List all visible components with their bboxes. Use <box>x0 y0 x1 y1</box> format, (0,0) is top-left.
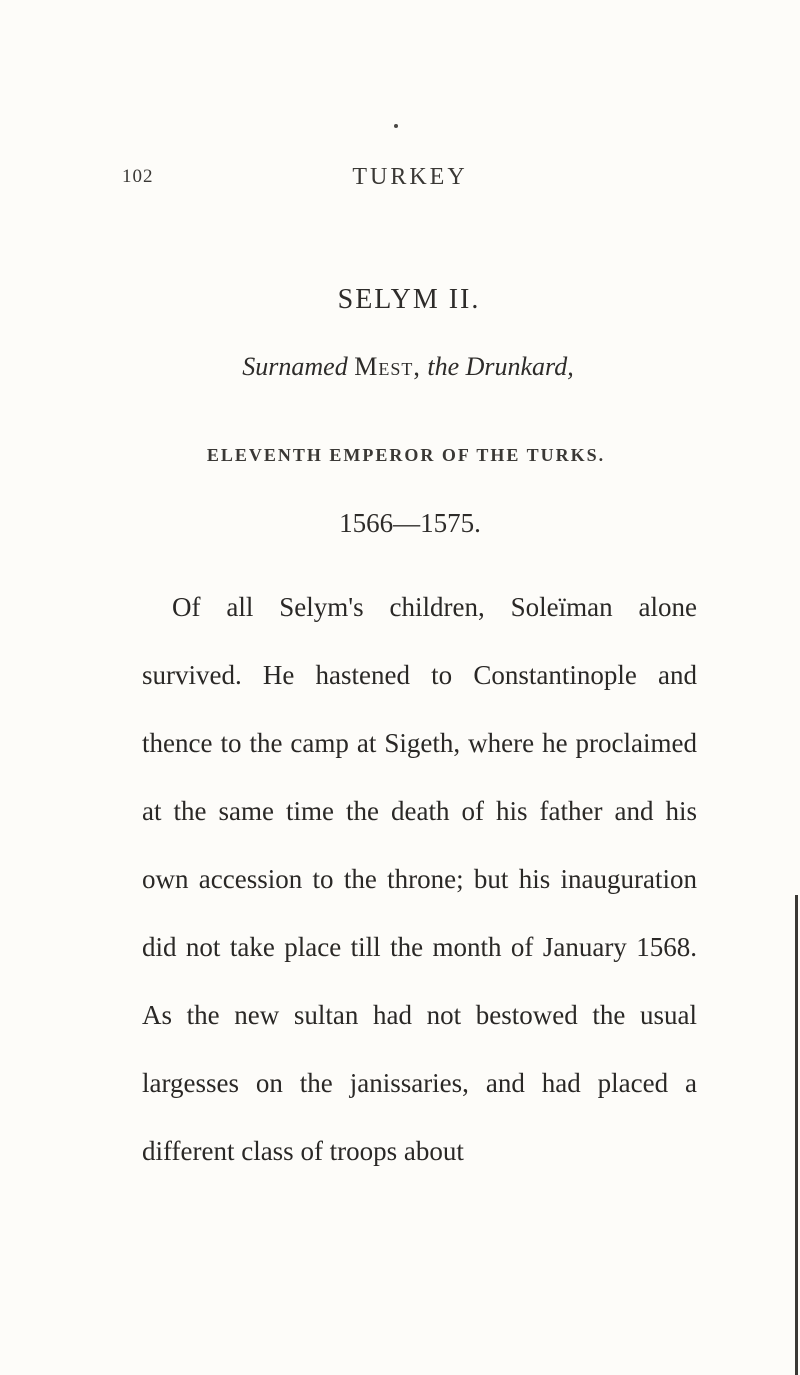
paragraph-text: Of all Selym's children, Soleïman alone survived. He hastened to Constantinople and thence to the camp at Sigeth, where he proclaimed at the same time the death of his father and his own accession to the throne; but his inauguration did not take place till the month of January 1568. As the new sultan had not bestowed the usual largesses on the janissaries, and had placed a different class of troops about <box>142 592 697 1166</box>
page-edge-shadow <box>795 895 798 1375</box>
subtitle-name: Mest, <box>354 352 421 381</box>
chapter-title: SELYM II. <box>337 284 481 315</box>
page-number: 102 <box>122 166 154 187</box>
subtitle-prefix: Surnamed <box>242 352 348 381</box>
chapter-subtitle <box>0 352 800 382</box>
subtitle-suffix: the Drunkard, <box>427 352 574 381</box>
reign-dates: 1566—1575. <box>339 508 481 538</box>
printer-mark <box>394 124 398 128</box>
running-head: TURKEY <box>352 164 468 190</box>
chapter-caption: ELEVENTH EMPEROR OF THE TURKS. <box>206 445 606 465</box>
body-paragraph <box>142 573 697 1185</box>
